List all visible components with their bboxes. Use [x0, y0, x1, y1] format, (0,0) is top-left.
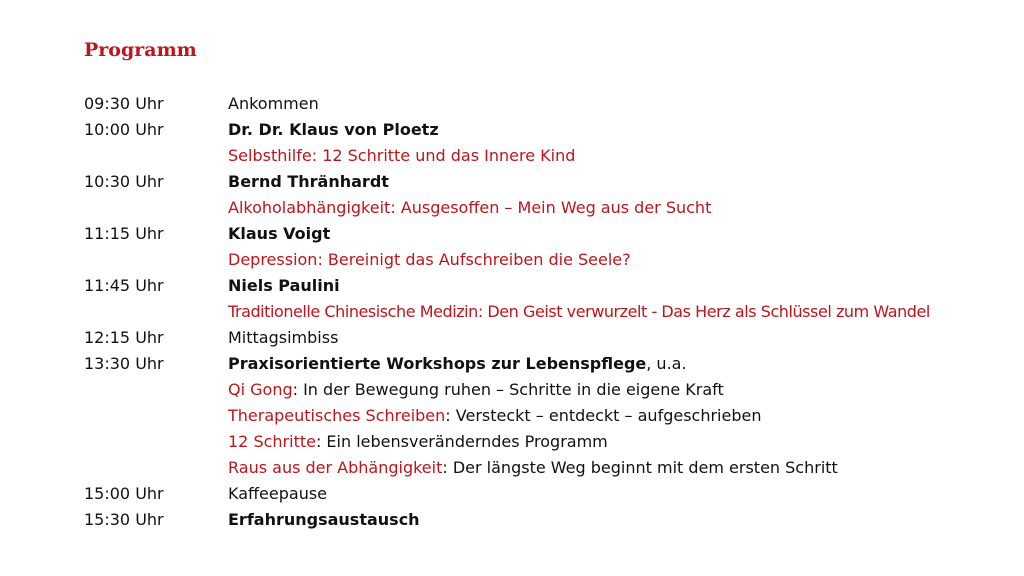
- schedule-time: [84, 377, 228, 403]
- workshops-suffix: , u.a.: [646, 354, 687, 373]
- schedule-time: 13:30 Uhr: [84, 354, 164, 373]
- workshop-item: [228, 455, 1004, 481]
- schedule-time: 12:15 Uhr: [84, 328, 164, 347]
- schedule-time: 11:45 Uhr: [84, 276, 164, 295]
- speaker-name: Klaus Voigt: [228, 224, 331, 243]
- schedule-time: 15:30 Uhr: [84, 510, 164, 529]
- schedule-row: [84, 299, 1004, 325]
- schedule-item-text: Mittagsimbiss: [228, 328, 339, 347]
- workshop-description: : In der Bewegung ruhen – Schritte in die eigene Kraft: [292, 380, 724, 399]
- talk-title: Traditionelle Chinesische Medizin: Den Geist verwurzelt - Das Herz als Schlüssel zum Wandel: [228, 302, 930, 321]
- talk-title: Alkoholabhängigkeit: Ausgesoffen – Mein Weg aus der Sucht: [228, 198, 712, 217]
- schedule-item-text: Ankommen: [228, 94, 319, 113]
- schedule-row: [84, 195, 1004, 221]
- schedule-row: [84, 481, 1004, 507]
- schedule-time: 10:30 Uhr: [84, 172, 164, 191]
- speaker-name: Niels Paulini: [228, 276, 340, 295]
- schedule-row: [84, 429, 1004, 455]
- schedule-row: [84, 143, 1004, 169]
- schedule-row: [84, 169, 1004, 195]
- workshop-name: Therapeutisches Schreiben: [228, 406, 446, 425]
- workshop-item: [228, 377, 1004, 403]
- workshop-name: Qi Gong: [228, 380, 293, 399]
- schedule-time: [84, 299, 228, 325]
- schedule-row: [84, 455, 1004, 481]
- speaker-name: Dr. Dr. Klaus von Ploetz: [228, 120, 439, 139]
- schedule-time: [84, 429, 228, 455]
- schedule-time: [84, 143, 228, 169]
- schedule-row: [84, 91, 1004, 117]
- schedule-time: [84, 403, 228, 429]
- schedule-row: [84, 117, 1004, 143]
- schedule-time: [84, 455, 228, 481]
- workshop-description: : Versteckt – entdeckt – aufgeschrieben: [445, 406, 762, 425]
- workshop-description: : Ein lebensveränderndes Programm: [315, 432, 608, 451]
- workshop-description: : Der längste Weg beginnt mit dem ersten Schritt: [442, 458, 838, 477]
- workshop-item: [228, 403, 1004, 429]
- schedule-row: [84, 325, 1004, 351]
- talk-title: Depression: Bereinigt das Aufschreiben die Seele?: [228, 250, 631, 269]
- schedule-time: 10:00 Uhr: [84, 120, 164, 139]
- schedule-item-text: Erfahrungsaustausch: [228, 510, 420, 529]
- schedule-row: [84, 247, 1004, 273]
- schedule-row: [84, 351, 1004, 377]
- schedule-item-text: Kaffeepause: [228, 484, 328, 503]
- schedule-time: 15:00 Uhr: [84, 484, 164, 503]
- talk-title: Selbsthilfe: 12 Schritte und das Innere Kind: [228, 146, 576, 165]
- workshops-title: Praxisorientierte Workshops zur Lebenspflege: [228, 354, 647, 373]
- schedule-row: [84, 403, 1004, 429]
- schedule-row: [84, 507, 1004, 533]
- schedule-time: [84, 247, 228, 273]
- workshop-item: [228, 429, 1004, 455]
- schedule-list: [84, 91, 1004, 533]
- schedule-time: 09:30 Uhr: [84, 94, 164, 113]
- speaker-name: Bernd Thränhardt: [228, 172, 389, 191]
- workshop-name: Raus aus der Abhängigkeit: [228, 458, 443, 477]
- schedule-row: [84, 221, 1004, 247]
- schedule-time: 11:15 Uhr: [84, 224, 164, 243]
- page-title: Programm: [84, 39, 197, 61]
- workshop-name: 12 Schritte: [228, 432, 316, 451]
- schedule-time: [84, 195, 228, 221]
- schedule-row: [84, 377, 1004, 403]
- schedule-row: [84, 273, 1004, 299]
- workshops-heading: [228, 351, 1004, 377]
